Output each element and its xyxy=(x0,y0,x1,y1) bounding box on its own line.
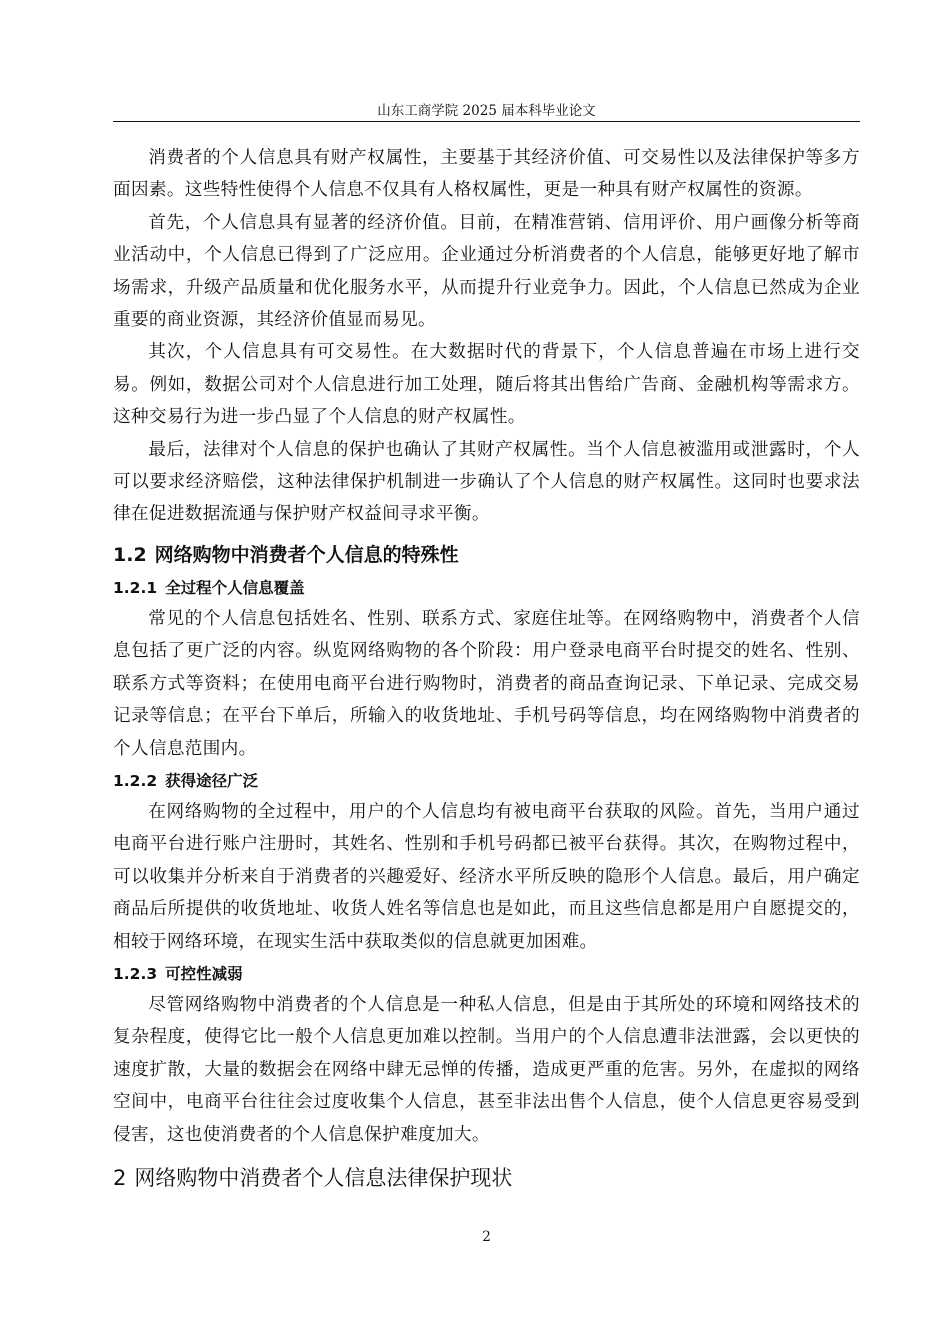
subsection-number: 1.2.2 xyxy=(113,771,158,790)
paragraph: 其次，个人信息具有可交易性。在大数据时代的背景下，个人信息普遍在市场上进行交易。例如，数据公司对个人信息进行加工处理，随后将其出售给广告商、金融机构等需求方。这种交易行为进一步凸显了个人信息的财产权属性。 xyxy=(113,342,860,428)
running-header: 山东工商学院 2025 届本科毕业论文 xyxy=(377,103,596,119)
section-heading-1-2 xyxy=(113,540,860,570)
subsection-number: 1.2.1 xyxy=(113,578,158,597)
subsection-heading-1-2-1 xyxy=(113,575,860,601)
subsection-title: 全过程个人信息覆盖 xyxy=(165,578,305,597)
header-rule xyxy=(113,121,860,122)
chapter-title: 网络购物中消费者个人信息法律保护现状 xyxy=(134,1165,513,1190)
paragraph: 在网络购物的全过程中，用户的个人信息均有被电商平台获取的风险。首先，当用户通过电商平台进行账户注册时，其姓名、性别和手机号码都已被平台获得。其次，在购物过程中，可以收集并分析来自于消费者的兴趣爱好、经济水平所反映的隐形个人信息。最后，用户确定商品后所提供的收货地址、收货人姓名等信息也是如此，而且这些信息都是用户自愿提交的，相较于网络环境，在现实生活中获取类似的信息就更加困难。 xyxy=(113,801,860,952)
subsection-heading-1-2-3 xyxy=(113,961,860,987)
page-number: 2 xyxy=(482,1229,491,1245)
paragraph: 最后，法律对个人信息的保护也确认了其财产权属性。当个人信息被滥用或泄露时，个人可以要求经济赔偿，这种法律保护机制进一步确认了个人信息的财产权属性。这同时也要求法律在促进数据流通与保护财产权益间寻求平衡。 xyxy=(113,439,860,525)
subsection-title: 可控性减弱 xyxy=(165,964,243,983)
section-number: 1.2 xyxy=(113,543,147,566)
paragraph: 常见的个人信息包括姓名、性别、联系方式、家庭住址等。在网络购物中，消费者个人信息包括了更广泛的内容。纵览网络购物的各个阶段：用户登录电商平台时提交的姓名、性别、联系方式等资料；在使用电商平台进行购物时，消费者的商品查询记录、下单记录、完成交易记录等信息；在平台下单后，所输入的收货地址、手机号码等信息，均在网络购物中消费者的个人信息范围内。 xyxy=(113,608,860,759)
page-body xyxy=(113,142,860,1196)
section-title: 网络购物中消费者个人信息的特殊性 xyxy=(154,543,459,566)
subsection-title: 获得途径广泛 xyxy=(165,771,259,790)
paragraph: 消费者的个人信息具有财产权属性，主要基于其经济价值、可交易性以及法律保护等多方面因素。这些特性使得个人信息不仅具有人格权属性，更是一种具有财产权属性的资源。 xyxy=(113,148,860,201)
paragraph: 尽管网络购物中消费者的个人信息是一种私人信息，但是由于其所处的环境和网络技术的复杂程度，使得它比一般个人信息更加难以控制。当用户的个人信息遭非法泄露，会以更快的速度扩散，大量的数据会在网络中肆无忌惮的传播，造成更严重的危害。另外，在虚拟的网络空间中，电商平台往往会过度收集个人信息，甚至非法出售个人信息，使个人信息更容易受到侵害，这也使消费者的个人信息保护难度加大。 xyxy=(113,994,860,1145)
subsection-heading-1-2-2 xyxy=(113,768,860,794)
chapter-heading-2 xyxy=(113,1160,860,1196)
chapter-number: 2 xyxy=(113,1165,127,1190)
subsection-number: 1.2.3 xyxy=(113,964,158,983)
paragraph: 首先，个人信息具有显著的经济价值。目前，在精准营销、信用评价、用户画像分析等商业活动中，个人信息已得到了广泛应用。企业通过分析消费者的个人信息，能够更好地了解市场需求，升级产品质量和优化服务水平，从而提升行业竞争力。因此，个人信息已然成为企业重要的商业资源，其经济价值显而易见。 xyxy=(113,212,860,331)
